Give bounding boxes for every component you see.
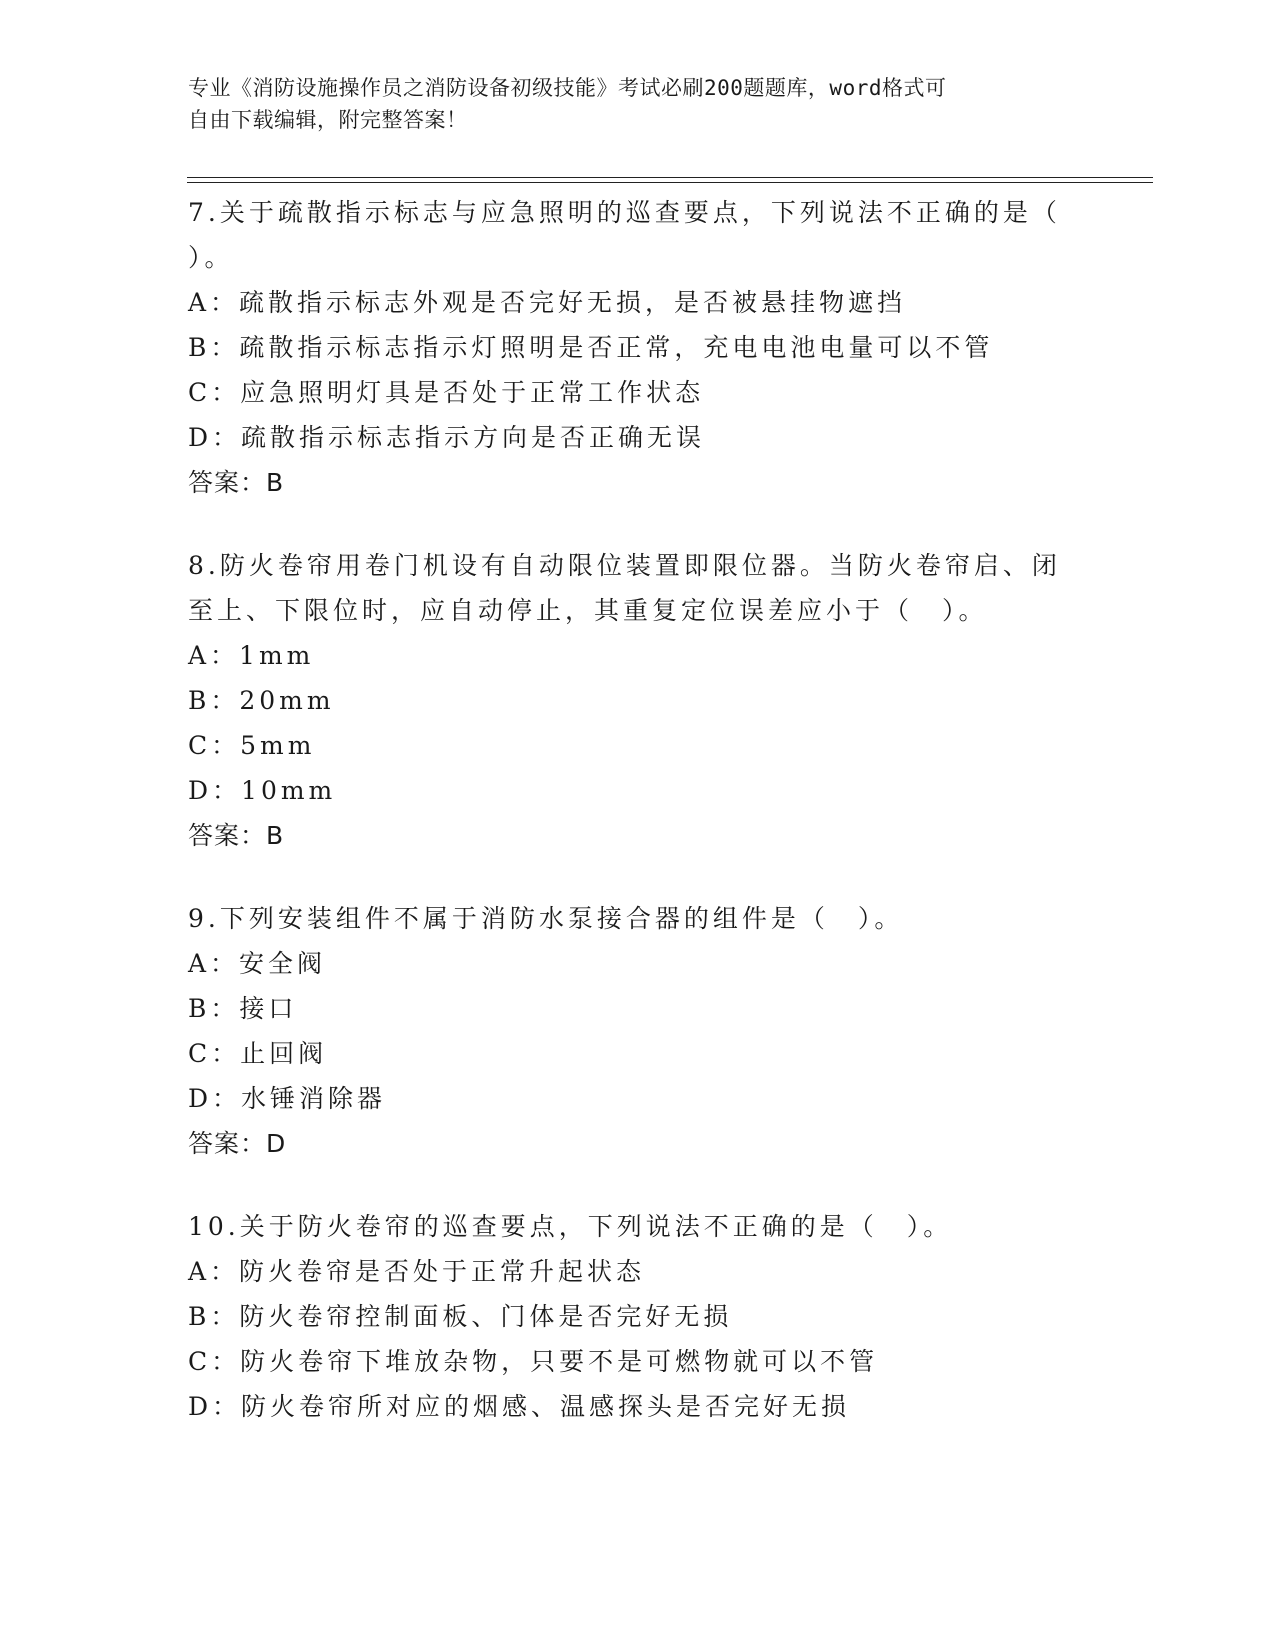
question-stem-line: 10.关于防火卷帘的巡查要点，下列说法不正确的是（ ）。	[188, 1212, 953, 1241]
option-c: C：应急照明灯具是否处于正常工作状态	[188, 378, 705, 407]
option-a: A：防火卷帘是否处于正常升起状态	[188, 1257, 646, 1286]
option-b: B：20mm	[188, 686, 335, 715]
answer: 答案：D	[188, 1129, 287, 1158]
header-divider-bottom	[187, 182, 1153, 183]
option-b: B：防火卷帘控制面板、门体是否完好无损	[188, 1302, 733, 1331]
header-title-line-2: 自由下载编辑，附完整答案！	[188, 108, 468, 132]
header-title-line-1: 专业《消防设施操作员之消防设备初级技能》考试必刷200题题库，word格式可	[188, 76, 947, 100]
option-a: A：安全阀	[188, 949, 327, 978]
option-d: D：水锤消除器	[188, 1084, 387, 1113]
option-b: B：接口	[188, 994, 298, 1023]
option-d: D：疏散指示标志指示方向是否正确无误	[188, 423, 706, 452]
question-stem-line: 9.下列安装组件不属于消防水泵接合器的组件是（ ）。	[188, 904, 904, 933]
header-divider-top	[187, 177, 1153, 178]
question-9	[188, 896, 1088, 1166]
question-stem-line: 至上、下限位时，应自动停止，其重复定位误差应小于（ ）。	[188, 596, 988, 625]
option-c: C：防火卷帘下堆放杂物，只要不是可燃物就可以不管	[188, 1347, 879, 1376]
option-a: A：1mm	[188, 641, 315, 670]
option-d: D：10mm	[188, 776, 337, 805]
answer: 答案：B	[188, 468, 285, 497]
question-list	[188, 190, 1088, 1467]
option-c: C：止回阀	[188, 1039, 328, 1068]
question-8	[188, 543, 1088, 858]
answer: 答案：B	[188, 821, 285, 850]
question-10	[188, 1204, 1088, 1429]
option-b: B：疏散指示标志指示灯照明是否正常，充电电池电量可以不管	[188, 333, 994, 362]
option-c: C：5mm	[188, 731, 316, 760]
question-stem-line: ）。	[188, 243, 234, 272]
document-header	[188, 72, 1068, 136]
question-stem-line: 8.防火卷帘用卷门机设有自动限位装置即限位器。当防火卷帘启、闭	[188, 551, 1061, 580]
question-stem-line: 7.关于疏散指示标志与应急照明的巡查要点，下列说法不正确的是（	[188, 198, 1061, 227]
question-7	[188, 190, 1088, 505]
option-a: A：疏散指示标志外观是否完好无损，是否被悬挂物遮挡	[188, 288, 907, 317]
option-d: D：防火卷帘所对应的烟感、温感探头是否完好无损	[188, 1392, 851, 1421]
